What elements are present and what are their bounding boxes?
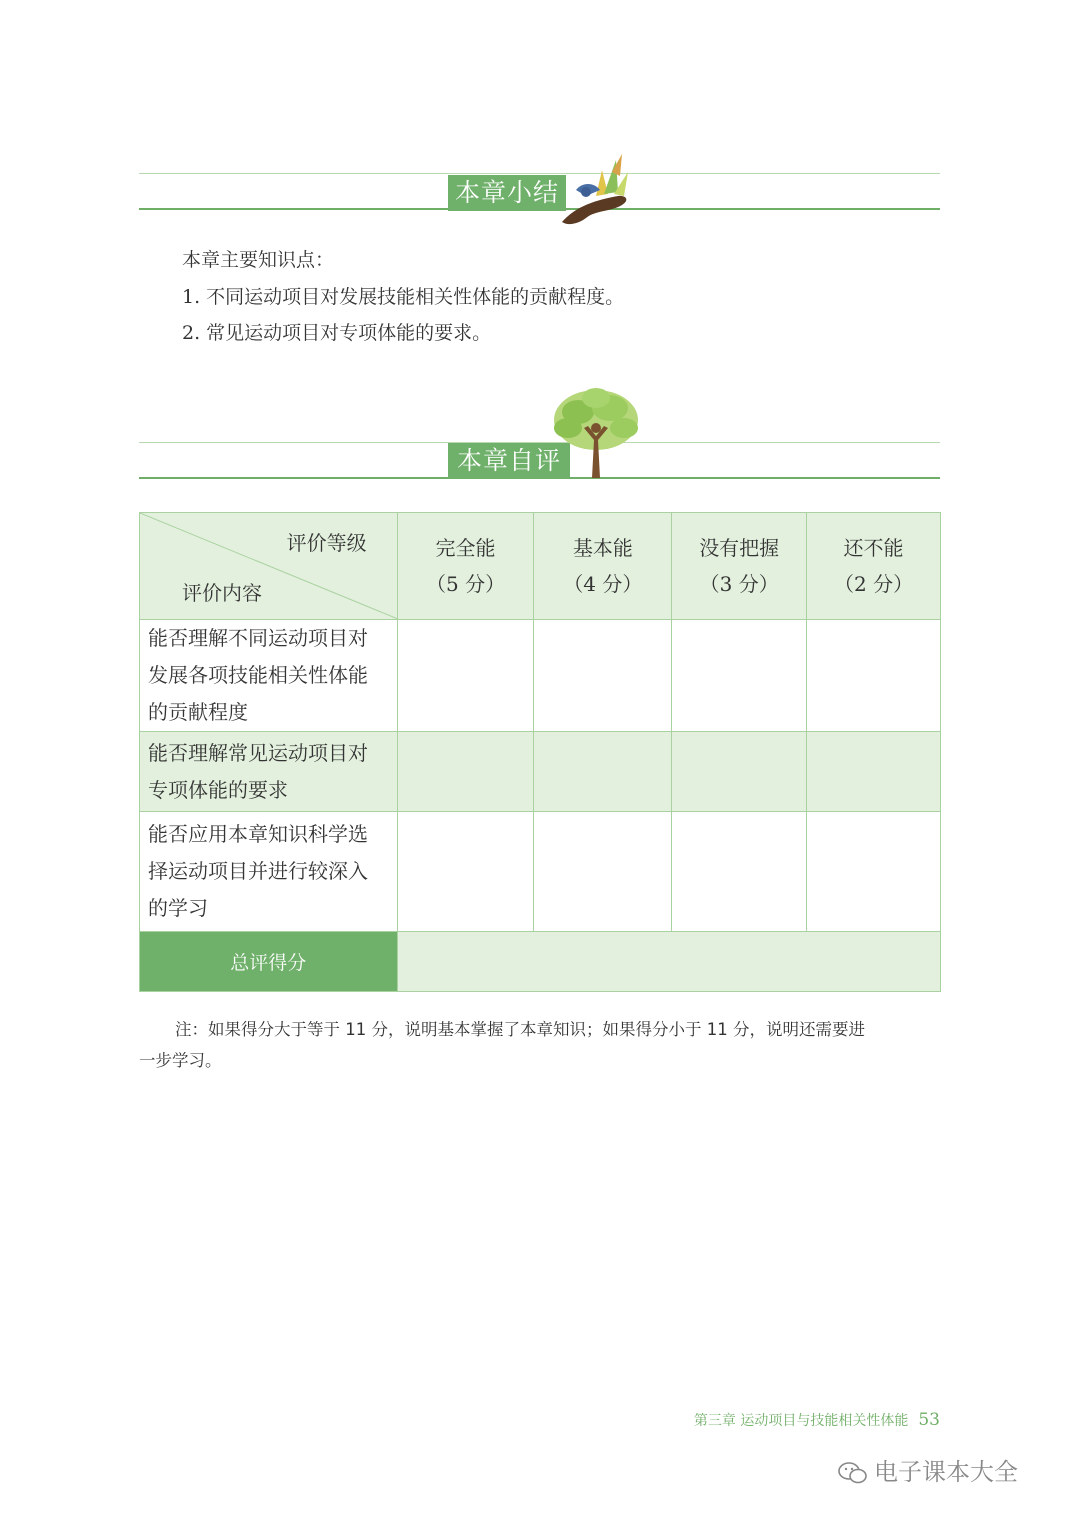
table-row — [140, 732, 941, 812]
table-row — [140, 620, 941, 732]
score-cell[interactable] — [534, 732, 672, 812]
summary-point-1: 1. 不同运动项目对发展技能相关性体能的贡献程度。 — [182, 286, 625, 308]
hand-leaves-icon — [556, 150, 636, 230]
corner-header-cell — [140, 513, 398, 620]
total-score-label: 总评得分 — [140, 932, 398, 992]
level-header-cell — [534, 513, 672, 620]
watermark-text: 电子课本大全 — [874, 1458, 1018, 1486]
table-header-row — [140, 513, 941, 620]
content-line: 能否应用本章知识科学选 — [148, 822, 368, 846]
score-cell[interactable] — [397, 620, 534, 732]
score-cell[interactable] — [397, 732, 534, 812]
eval-content-cell — [140, 620, 398, 732]
eval-content-cell — [140, 732, 398, 812]
level-name: 基本能 — [572, 536, 633, 560]
total-score-cell[interactable] — [397, 932, 940, 992]
score-cell[interactable] — [672, 732, 807, 812]
corner-bottom-label: 评价内容 — [182, 581, 262, 605]
self-eval-table — [139, 512, 941, 992]
content-line: 的贡献程度 — [148, 700, 248, 724]
score-cell[interactable] — [534, 812, 672, 932]
page-footer — [694, 1410, 940, 1430]
score-cell[interactable] — [534, 620, 672, 732]
corner-top-label: 评价等级 — [286, 531, 367, 555]
level-name: 还不能 — [843, 536, 904, 560]
page-number: 53 — [918, 1410, 940, 1430]
content-line: 的学习 — [148, 896, 208, 920]
eval-content-cell — [140, 812, 398, 932]
score-cell[interactable] — [672, 620, 807, 732]
footer-chapter: 第三章 运动项目与技能相关性体能 — [693, 1413, 909, 1429]
level-score: （4 分） — [563, 572, 643, 596]
note — [139, 1014, 944, 1076]
score-cell[interactable] — [807, 732, 941, 812]
summary-point-2: 2. 常见运动项目对专项体能的要求。 — [182, 322, 492, 344]
score-cell[interactable] — [397, 812, 534, 932]
wechat-icon — [838, 1461, 868, 1485]
note-line-1: 注：如果得分大于等于 11 分，说明基本掌握了本章知识；如果得分小于 11 分，说明还需要进 — [175, 1020, 865, 1039]
table-row — [140, 812, 941, 932]
level-header-cell — [397, 513, 534, 620]
total-row — [140, 932, 941, 992]
level-name: 完全能 — [435, 536, 496, 560]
summary-top-rule — [139, 173, 940, 174]
note-line-2: 一步学习。 — [139, 1051, 222, 1070]
content-line: 能否理解常见运动项目对 — [148, 740, 368, 765]
content-line: 择运动项目并进行较深入 — [148, 859, 368, 883]
content-line: 发展各项技能相关性体能 — [148, 663, 368, 687]
level-score: （3 分） — [699, 572, 779, 596]
score-cell[interactable] — [807, 812, 941, 932]
content-line: 专项体能的要求 — [148, 777, 288, 802]
summary-title: 本章小结 — [448, 175, 566, 211]
tree-person-icon — [548, 384, 644, 480]
level-score: （5 分） — [425, 572, 506, 596]
summary-intro: 本章主要知识点： — [182, 249, 335, 271]
level-header-cell — [672, 513, 807, 620]
level-name: 没有把握 — [699, 536, 780, 560]
score-cell[interactable] — [672, 812, 807, 932]
eval-title: 本章自评 — [448, 443, 570, 479]
score-cell[interactable] — [807, 620, 941, 732]
level-score: （2 分） — [834, 572, 914, 596]
watermark — [838, 1452, 1018, 1487]
level-header-cell — [807, 513, 941, 620]
content-line: 能否理解不同运动项目对 — [148, 626, 368, 650]
